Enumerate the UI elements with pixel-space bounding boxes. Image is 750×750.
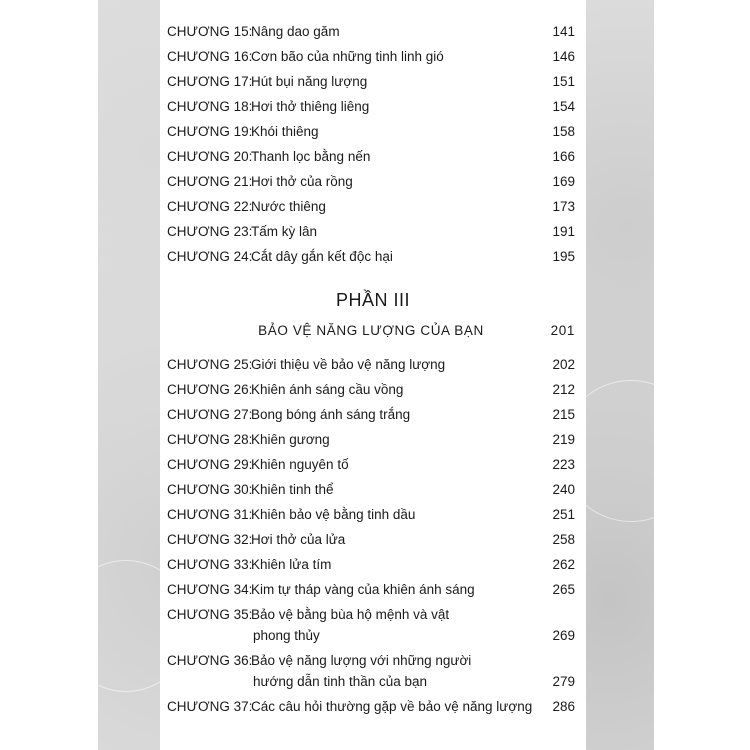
chapter-page: 173 <box>552 199 575 214</box>
chapter-label: CHƯƠNG 31: <box>167 507 253 522</box>
part-page: 201 <box>550 323 575 338</box>
chapter-title: Khiên gương <box>251 432 330 447</box>
chapter-label: CHƯƠNG 35: <box>167 607 253 622</box>
chapter-title: Khiên ánh sáng cầu vồng <box>251 382 404 397</box>
chapter-page: 215 <box>552 407 575 422</box>
chapter-label: CHƯƠNG 21: <box>167 174 253 189</box>
chapter-page: 240 <box>552 482 575 497</box>
chapter-page: 286 <box>552 699 575 714</box>
chapter-page: 146 <box>552 49 575 64</box>
chapter-title: Cơn bão của những tinh linh gió <box>251 49 444 64</box>
chapter-page: 219 <box>552 432 575 447</box>
chapter-title: Khói thiêng <box>251 124 319 139</box>
chapter-title: Bảo vệ năng lượng với những người <box>251 653 472 668</box>
chapter-page: 262 <box>552 557 575 572</box>
chapter-label: CHƯƠNG 23: <box>167 224 253 239</box>
chapter-page: 202 <box>552 357 575 372</box>
chapter-title: Cắt dây gắn kết độc hại <box>251 249 393 264</box>
chapter-title: Các câu hỏi thường gặp về bảo vệ năng lượng <box>251 699 533 714</box>
chapter-title: Khiên lửa tím <box>251 557 332 572</box>
chapter-label: CHƯƠNG 22: <box>167 199 253 214</box>
chapter-page: 141 <box>552 24 575 39</box>
chapter-title: Nâng dao găm <box>251 24 340 39</box>
chapter-label: CHƯƠNG 28: <box>167 432 253 447</box>
toc-entry <box>167 652 575 692</box>
chapter-page: 191 <box>552 224 575 239</box>
chapter-label: CHƯƠNG 37: <box>167 699 253 714</box>
chapter-label: CHƯƠNG 26: <box>167 382 253 397</box>
chapter-title-continued: phong thủy <box>253 628 320 643</box>
chapter-title-continued: hướng dẫn tinh thần của bạn <box>253 674 428 689</box>
chapter-label: CHƯƠNG 33: <box>167 557 253 572</box>
chapter-title: Hơi thở của rồng <box>251 174 353 189</box>
chapter-page: 212 <box>552 382 575 397</box>
chapter-page: 251 <box>552 507 575 522</box>
chapter-title: Hơi thở thiêng liêng <box>251 99 370 114</box>
chapter-title: Kim tự tháp vàng của khiên ánh sáng <box>251 582 475 597</box>
chapter-label: CHƯƠNG 29: <box>167 457 253 472</box>
chapter-title: Giới thiệu về bảo vệ năng lượng <box>251 357 446 372</box>
chapter-page: 269 <box>552 628 575 643</box>
chapter-title: Bong bóng ánh sáng trắng <box>251 407 411 422</box>
chapter-label: CHƯƠNG 34: <box>167 582 253 597</box>
chapter-label: CHƯƠNG 19: <box>167 124 253 139</box>
chapter-label: CHƯƠNG 17: <box>167 74 253 89</box>
chapter-title: Khiên bảo vệ bằng tinh dầu <box>251 507 416 522</box>
chapter-page: 158 <box>552 124 575 139</box>
chapter-label: CHƯƠNG 36: <box>167 653 253 668</box>
chapter-title: Khiên nguyên tố <box>251 457 349 472</box>
chapter-page: 154 <box>552 99 575 114</box>
chapter-page: 195 <box>552 249 575 264</box>
chapter-title: Hút bụi năng lượng <box>251 74 368 89</box>
chapter-label: CHƯƠNG 32: <box>167 532 253 547</box>
chapter-page: 258 <box>552 532 575 547</box>
part-heading: PHẦN III <box>335 290 410 310</box>
chapter-title: Nước thiêng <box>251 199 326 214</box>
chapter-label: CHƯƠNG 15: <box>167 24 253 39</box>
chapter-title: Hơi thở của lửa <box>251 532 346 547</box>
chapter-label: CHƯƠNG 24: <box>167 249 253 264</box>
chapter-label: CHƯƠNG 25: <box>167 357 253 372</box>
part-subtitle: BẢO VỆ NĂNG LƯỢNG CỦA BẠN <box>258 323 484 338</box>
chapter-page: 166 <box>552 149 575 164</box>
chapter-page: 169 <box>552 174 575 189</box>
chapter-label: CHƯƠNG 20: <box>167 149 253 164</box>
chapter-label: CHƯƠNG 16: <box>167 49 253 64</box>
chapter-title: Tấm kỳ lân <box>251 224 318 239</box>
chapter-page: 279 <box>552 674 575 689</box>
toc-entry <box>167 606 575 646</box>
chapter-label: CHƯƠNG 18: <box>167 99 253 114</box>
chapter-title: Thanh lọc bằng nến <box>251 149 371 164</box>
chapter-page: 223 <box>552 457 575 472</box>
chapter-title: Bảo vệ bằng bùa hộ mệnh và vật <box>251 607 450 622</box>
chapter-page: 151 <box>552 74 575 89</box>
chapter-label: CHƯƠNG 27: <box>167 407 253 422</box>
chapter-page: 265 <box>552 582 575 597</box>
chapter-title: Khiên tinh thể <box>251 482 334 497</box>
chapter-label: CHƯƠNG 30: <box>167 482 253 497</box>
